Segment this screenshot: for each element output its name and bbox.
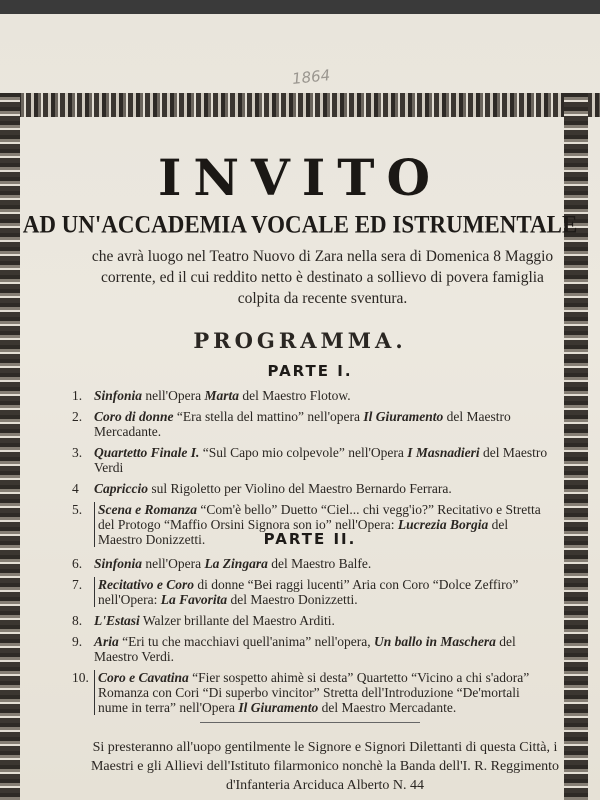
item-number: 10.	[72, 670, 89, 685]
item-text	[94, 445, 552, 475]
item-number: 4	[72, 481, 79, 496]
composer: del Maestro Mercadante.	[94, 409, 511, 439]
program-item	[72, 577, 552, 607]
parte-2-list	[72, 556, 552, 721]
piece-detail: “Eri tu che macchiavi quell'anima” nell'opera,	[118, 634, 375, 649]
program-item	[72, 613, 552, 628]
handwritten-note: 1864	[291, 66, 332, 88]
opera-title: Il Giuramento	[363, 409, 444, 424]
piece-title: Recitativo e Coro	[98, 577, 194, 592]
opera-title: Il Giuramento	[238, 700, 319, 715]
piece-title: Coro e Cavatina	[98, 670, 189, 685]
item-text	[94, 577, 552, 607]
program-item	[72, 556, 552, 571]
item-text	[94, 613, 552, 628]
piece-detail: “Era stella del mattino” nell'opera	[173, 409, 364, 424]
piece-detail: “Fier sospetto ahimè si desta” Quartetto “Vicino a chi s'adora” Romanza con Cori “Di superbo vincitor” Stretta dell'Introduzione “De'mortali nume in terra” nell'Opera	[98, 670, 530, 715]
opera-title: Marta	[204, 388, 239, 403]
item-text	[94, 556, 552, 571]
composer: del Maestro Verdi	[94, 445, 548, 475]
opera-title: La Favorita	[160, 592, 228, 607]
composer: del Maestro Flotow.	[238, 388, 351, 403]
piece-title: Scena e Romanza	[98, 502, 198, 517]
item-text	[94, 634, 552, 664]
composer: del Maestro Mercadante.	[318, 700, 457, 715]
composer: del Maestro Donizzetti.	[227, 592, 358, 607]
intro-text: che avrà luogo nel Teatro Nuovo di Zara nella sera di Domenica 8 Maggio corrente, ed il cui reddito netto è destinato a sollievo di povera famiglia colpita da recente sventura.	[91, 248, 554, 307]
program-item	[72, 388, 552, 403]
piece-detail: nell'Opera	[142, 388, 205, 403]
opera-title: Lucrezia Borgia	[397, 517, 489, 532]
piece-title: Sinfonia	[94, 388, 143, 403]
item-text	[94, 481, 552, 496]
item-number: 7.	[72, 577, 83, 592]
opera-title: La Zingara	[204, 556, 268, 571]
opera-title: Un ballo in Maschera	[374, 634, 496, 649]
piece-title: Aria	[94, 634, 119, 649]
piece-detail: nell'Opera	[142, 556, 205, 571]
parte-2-heading: PARTE II.	[263, 530, 357, 548]
item-text	[94, 409, 552, 439]
border-top	[0, 93, 600, 117]
piece-title: Coro di donne	[94, 409, 174, 424]
item-number: 1.	[72, 388, 83, 403]
parte-1-heading: PARTE I.	[267, 362, 353, 380]
divider	[200, 722, 420, 723]
programma-heading: PROGRAMMA.	[193, 328, 407, 353]
footer-text: Si presteranno all'uopo gentilmente le Signore e Signori Dilettanti di questa Città, i Maestri e gli Allievi dell'Istituto filarmonico nonchè la Banda dell'I. R. Reggimento d'Infanteria Arciduca Alberto N. 44	[90, 740, 560, 793]
piece-detail: “Com'è bello” Duetto “Ciel... chi vegg'io?” Recitativo e Stretta del Protogo “Maffio Orsini Signora son io” nell'Opera:	[98, 502, 541, 532]
parte-1-list	[72, 388, 552, 553]
program-item	[72, 481, 552, 496]
program-item	[72, 445, 552, 475]
composer: del Maestro Donizzetti.	[98, 517, 509, 547]
item-text	[94, 670, 552, 715]
program-item	[72, 409, 552, 439]
item-text	[94, 388, 552, 403]
piece-detail: sul Rigoletto per Violino del Maestro Bernardo Ferrara.	[148, 481, 452, 496]
composer: del Maestro Balfe.	[267, 556, 372, 571]
piece-title: L'Estasi	[94, 613, 140, 628]
item-number: 3.	[72, 445, 83, 460]
piece-title: Sinfonia	[94, 556, 143, 571]
opera-title: I Masnadieri	[407, 445, 480, 460]
piece-detail: di donne “Bei raggi lucenti” Aria con Coro “Dolce Zeffiro” nell'Opera:	[98, 577, 519, 607]
item-number: 9.	[72, 634, 83, 649]
item-number: 8.	[72, 613, 83, 628]
program-item	[72, 634, 552, 664]
item-number: 6.	[72, 556, 83, 571]
piece-title: Quartetto Finale I.	[94, 445, 200, 460]
piece-title: Capriccio	[94, 481, 148, 496]
piece-detail: Walzer brillante del Maestro Arditi.	[139, 613, 335, 628]
poster-subtitle: AD UN'ACCADEMIA VOCALE ED ISTRUMENTALE	[22, 210, 578, 239]
item-number: 2.	[72, 409, 83, 424]
poster-title: INVITO	[157, 148, 443, 207]
item-number: 5.	[72, 502, 83, 517]
piece-detail: “Sul Capo mio colpevole” nell'Opera	[199, 445, 408, 460]
composer: del Maestro Verdi.	[94, 634, 516, 664]
program-item	[72, 670, 552, 715]
